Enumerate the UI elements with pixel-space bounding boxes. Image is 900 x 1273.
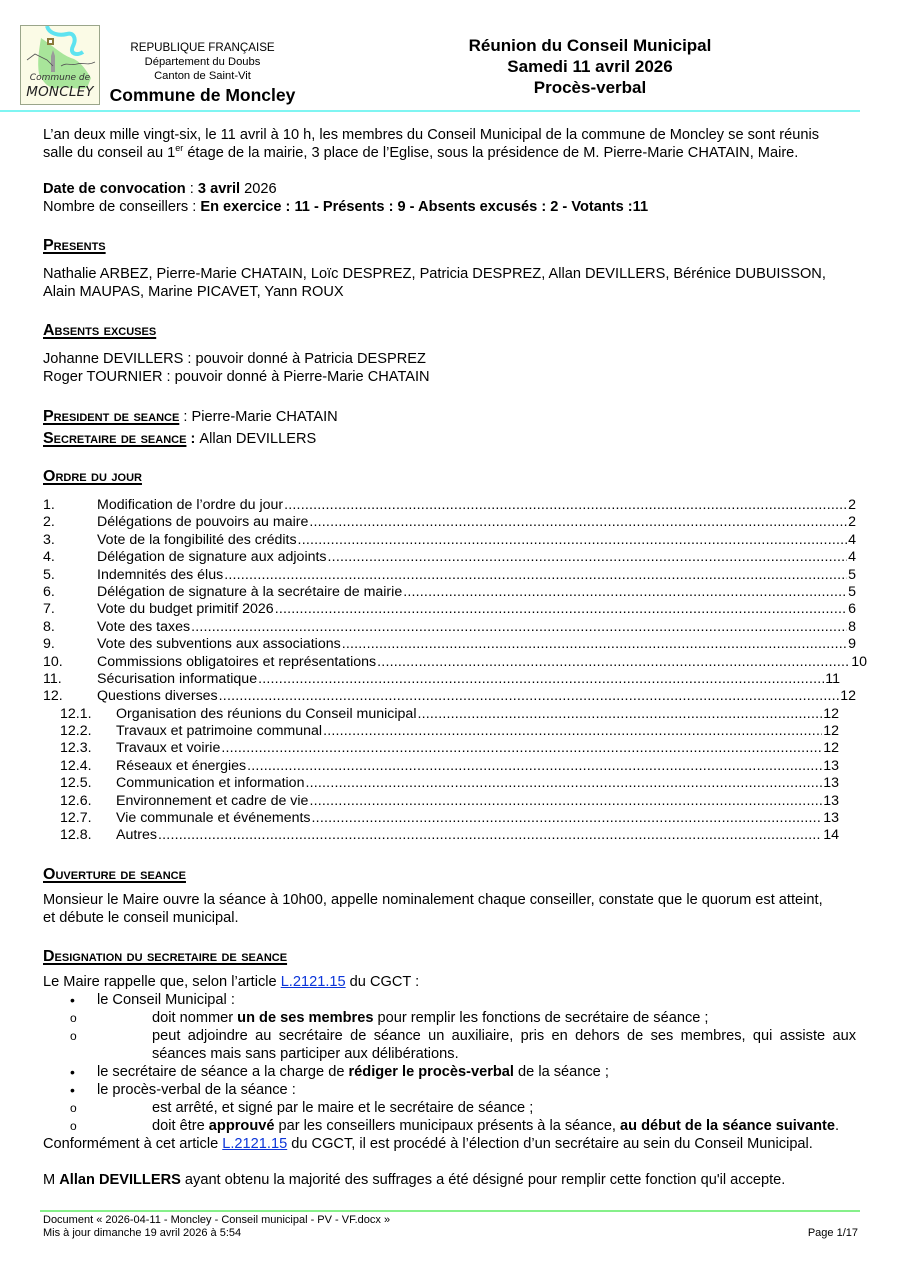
toc-number: 12.2.	[60, 723, 92, 740]
toc-leader	[309, 514, 847, 531]
toc-number: 12.7.	[60, 810, 92, 827]
rule-text: de la séance ;	[513, 1063, 609, 1080]
secretaire-value: Allan DEVILLERS	[199, 431, 317, 447]
canton-label: Canton de Saint-Vit	[154, 70, 251, 82]
sub-rule-text: doit nommer	[152, 1009, 238, 1026]
rule-text: le Conseil Municipal :	[97, 991, 235, 1008]
toc-leader	[247, 758, 822, 775]
rule-text: le procès-verbal de la séance :	[97, 1081, 296, 1098]
toc-label: Modification de l’ordre du jour	[97, 497, 284, 513]
commune-logo	[20, 25, 100, 105]
toc-label: Autres	[116, 827, 158, 844]
convocation-line	[43, 180, 856, 198]
logo-text-moncley: MONCLEY	[26, 84, 94, 100]
section-title-presents: Presents	[43, 237, 106, 254]
toc-page: 12	[823, 705, 839, 722]
article-link[interactable]: L.2121.15	[222, 1135, 288, 1152]
toc-page: 5	[848, 583, 856, 600]
result-text: M	[43, 1171, 60, 1188]
sub-rule-text: doit être	[152, 1117, 209, 1134]
conseillers-stats: En exercice : 11 - Présents : 9 - Absents excusés : 2 - Votants :11	[200, 199, 649, 215]
toc-number: 5.	[43, 566, 55, 583]
convocation-year: 2026	[240, 181, 277, 197]
table-of-contents	[43, 497, 867, 845]
toc-leader	[275, 601, 847, 618]
rule-item	[43, 1063, 856, 1081]
separator: :	[186, 431, 200, 447]
toc-page: 4	[848, 549, 856, 566]
conformement-paragraph	[43, 1135, 856, 1153]
toc-label: Vote des subventions aux associations	[97, 636, 341, 653]
toc-entry[interactable]	[43, 688, 856, 705]
toc-sub-entry[interactable]	[43, 740, 839, 757]
rule-item	[43, 991, 856, 1063]
sub-rule-item	[43, 1099, 856, 1117]
section-title-president: President de seance	[43, 408, 180, 425]
designation-intro	[43, 973, 856, 991]
toc-label: Communication et information	[116, 775, 305, 792]
toc-sub-entry[interactable]	[43, 793, 839, 810]
toc-number: 12.1.	[60, 705, 92, 722]
toc-page: 10	[851, 653, 867, 670]
toc-sub-entry[interactable]	[43, 810, 839, 827]
toc-leader	[403, 584, 847, 601]
header-right-block	[420, 35, 760, 98]
toc-entry[interactable]	[43, 601, 856, 618]
toc-entry[interactable]	[43, 619, 856, 636]
toc-entry[interactable]	[43, 636, 856, 653]
toc-page: 12	[840, 688, 856, 705]
toc-page: 12	[823, 723, 839, 740]
toc-sub-entry[interactable]	[43, 775, 839, 792]
president-line	[43, 406, 856, 428]
conformement-text: du CGCT, il est procédé à l’élection d’un secrétaire au sein du Conseil Municipal.	[287, 1135, 813, 1152]
toc-leader	[158, 827, 822, 844]
toc-leader	[191, 619, 847, 636]
meeting-title: Réunion du Conseil Municipal	[468, 36, 712, 55]
toc-leader	[417, 706, 822, 723]
sub-rule-bold: approuvé	[208, 1117, 275, 1134]
designation-result	[43, 1171, 856, 1189]
toc-label: Vote de la fongibilité des crédits	[97, 531, 297, 548]
toc-number: 12.5.	[60, 775, 92, 792]
toc-leader	[312, 810, 823, 827]
toc-number: 7.	[43, 601, 55, 618]
toc-number: 2.	[43, 514, 55, 531]
rule-bold: rédiger le procès-verbal	[348, 1063, 514, 1080]
sub-rule-text: par les conseillers municipaux présents à la séance,	[274, 1117, 621, 1134]
document-type: Procès-verbal	[533, 78, 647, 97]
footer-document-name: Document « 2026-04-11 - Moncley - Conseil municipal - PV - VF.docx »	[43, 1214, 391, 1226]
toc-leader	[284, 497, 847, 514]
toc-number: 4.	[43, 549, 55, 566]
ouverture-line-1: Monsieur le Maire ouvre la séance à 10h00, appelle nominalement chaque conseiller, constate que le quorum est atteint,	[43, 891, 823, 908]
conformement-text: Conformément à cet article	[43, 1135, 223, 1152]
sub-rule-text: est arrêté, et signé par le maire et le secrétaire de séance ;	[152, 1099, 534, 1116]
toc-page: 13	[823, 775, 839, 792]
sub-rule-bold: au début de la séance suivante	[620, 1117, 835, 1134]
toc-entry[interactable]	[43, 584, 856, 601]
article-link[interactable]: L.2121.15	[280, 973, 346, 990]
result-name: Allan DEVILLERS	[59, 1171, 181, 1188]
toc-page: 6	[848, 601, 856, 618]
toc-leader	[328, 549, 848, 566]
toc-entry[interactable]	[43, 514, 856, 531]
toc-sub-entry[interactable]	[43, 706, 839, 723]
footer-updated: Mis à jour dimanche 19 avril 2026 à 5:54	[43, 1227, 242, 1239]
separator: :	[179, 409, 192, 425]
toc-leader	[309, 793, 822, 810]
sub-rule-text: peut adjoindre au secrétaire de séance un auxiliaire, pris en dehors de ses membres, qui assiste aux séances mais sans participer aux délibérations.	[152, 1027, 856, 1062]
toc-number: 3.	[43, 531, 55, 548]
section-title-designation: Designation du secretaire de seance	[43, 947, 288, 965]
toc-number: 12.	[43, 688, 63, 705]
toc-label: Organisation des réunions du Conseil municipal	[116, 705, 417, 722]
toc-label: Délégations de pouvoirs au maire	[97, 514, 309, 531]
toc-leader	[221, 740, 822, 757]
toc-page: 2	[848, 497, 856, 513]
toc-number: 8.	[43, 618, 55, 635]
toc-label: Réseaux et énergies	[116, 757, 247, 774]
commune-title: Commune de Moncley	[109, 85, 296, 105]
designation-intro-text: du CGCT :	[345, 973, 420, 990]
rule-item	[43, 1081, 856, 1135]
toc-label: Commissions obligatoires et représentations	[97, 653, 377, 670]
toc-number: 12.4.	[60, 757, 92, 774]
toc-label: Délégation de signature aux adjoints	[97, 549, 327, 566]
page-footer	[43, 1214, 858, 1240]
toc-leader	[342, 636, 847, 653]
sub-rule-item	[43, 1027, 856, 1063]
toc-label: Vie communale et événements	[116, 810, 311, 827]
toc-number: 12.6.	[60, 792, 92, 809]
toc-label: Travaux et voirie	[116, 740, 221, 757]
header-divider	[0, 110, 860, 112]
toc-entry[interactable]	[43, 671, 840, 688]
ouverture-paragraph	[43, 891, 856, 927]
sub-rules-list	[43, 1099, 856, 1135]
toc-page: 11	[825, 670, 840, 687]
toc-number: 10.	[43, 653, 63, 670]
designation-intro-text: Le Maire rappelle que, selon l’article	[43, 973, 281, 990]
toc-label: Travaux et patrimoine communal	[116, 723, 323, 740]
sub-rule-item	[43, 1009, 856, 1027]
toc-entry[interactable]	[43, 654, 867, 671]
toc-label: Vote du budget primitif 2026	[97, 601, 274, 618]
absent-item: Johanne DEVILLERS : pouvoir donné à Patricia DESPREZ	[43, 351, 426, 367]
secretaire-line	[43, 428, 856, 450]
logo-text-commune: Commune de	[29, 73, 91, 83]
meeting-date: Samedi 11 avril 2026	[507, 57, 673, 76]
toc-sub-entry[interactable]	[43, 827, 839, 844]
intro-superscript: er	[175, 143, 184, 154]
document-body	[43, 126, 867, 1189]
section-title-ordre-du-jour: Ordre du jour	[43, 468, 142, 485]
toc-entry[interactable]	[43, 532, 856, 549]
toc-page: 13	[823, 810, 839, 827]
sub-rule-text: pour remplir les fonctions de secrétaire de séance ;	[373, 1009, 709, 1026]
section-title-secretaire: Secretaire de seance	[43, 430, 187, 447]
toc-label: Délégation de signature à la secrétaire de mairie	[97, 583, 403, 600]
intro-paragraph	[43, 126, 856, 162]
footer-page-number: Page 1/17	[807, 1227, 858, 1239]
absent-item: Roger TOURNIER : pouvoir donné à Pierre-Marie CHATAIN	[43, 369, 430, 385]
rule-text: le secrétaire de séance a la charge de	[97, 1063, 349, 1080]
sub-rule-text: .	[834, 1117, 840, 1134]
toc-page: 14	[823, 827, 839, 844]
toc-page: 12	[823, 740, 839, 757]
convocation-label: Date de convocation	[43, 181, 186, 197]
intro-line-2b: étage de la mairie, 3 place de l’Eglise, sous la présidence de M. Pierre-Marie CHATAIN, Maire.	[183, 145, 799, 161]
intro-line-2a: salle du conseil au 1	[43, 145, 176, 161]
toc-label: Indemnités des élus	[97, 566, 224, 583]
toc-page: 13	[823, 757, 839, 774]
department-label: Département du Doubs	[144, 56, 261, 68]
toc-number: 9.	[43, 636, 55, 653]
convocation-date: 3 avril	[197, 181, 241, 197]
president-value: Pierre-Marie CHATAIN	[191, 409, 338, 425]
presents-list	[43, 265, 856, 301]
toc-entry[interactable]	[43, 497, 856, 514]
toc-number: 6.	[43, 583, 55, 600]
toc-leader	[219, 688, 840, 705]
toc-leader	[305, 775, 822, 792]
toc-number: 12.8.	[60, 827, 92, 844]
toc-leader	[323, 723, 822, 740]
sub-rule-bold: un de ses membres	[237, 1009, 374, 1026]
presents-line-1: Nathalie ARBEZ, Pierre-Marie CHATAIN, Loïc DESPREZ, Patricia DESPREZ, Allan DEVILLERS, Bérénice DUBUISSON,	[43, 266, 826, 282]
toc-page: 13	[823, 792, 839, 809]
toc-page: 5	[848, 566, 856, 583]
section-title-absents: Absents excuses	[43, 322, 157, 339]
toc-entry[interactable]	[43, 549, 856, 566]
toc-number: 11.	[43, 670, 62, 687]
toc-entry[interactable]	[43, 567, 856, 584]
section-title-ouverture: Ouverture de seance	[43, 865, 186, 883]
republic-label: REPUBLIQUE FRANÇAISE	[130, 41, 275, 54]
toc-label: Sécurisation informatique	[97, 670, 258, 687]
rules-list	[43, 991, 856, 1135]
toc-page: 4	[848, 531, 856, 548]
header-left-block	[100, 41, 305, 106]
toc-leader	[298, 532, 848, 549]
separator: :	[185, 181, 198, 197]
result-text: ayant obtenu la majorité des suffrages a été désigné pour remplir cette fonction qu'il accepte.	[180, 1171, 786, 1188]
toc-leader	[377, 654, 850, 671]
toc-sub-entry[interactable]	[43, 758, 839, 775]
toc-label: Vote des taxes	[97, 618, 191, 635]
conseillers-line	[43, 198, 856, 216]
toc-label: Questions diverses	[97, 688, 218, 705]
toc-page: 8	[848, 618, 856, 635]
presents-line-2: Alain MAUPAS, Marine PICAVET, Yann ROUX	[43, 284, 344, 300]
sub-rules-list	[43, 1009, 856, 1063]
toc-number: 1.	[43, 497, 55, 513]
toc-page: 2	[848, 514, 856, 531]
toc-sub-entry[interactable]	[43, 723, 839, 740]
intro-line-1: L’an deux mille vingt-six, le 11 avril à 10 h, les membres du Conseil Municipal de la commune de Moncley se sont réunis	[43, 127, 820, 143]
toc-label: Environnement et cadre de vie	[116, 792, 309, 809]
toc-leader	[258, 671, 824, 688]
ouverture-line-2: et débute le conseil municipal.	[43, 909, 239, 926]
toc-leader	[224, 567, 847, 584]
conseillers-label: Nombre de conseillers :	[43, 199, 201, 215]
sub-rule-item	[43, 1117, 856, 1135]
toc-page: 9	[848, 636, 856, 653]
footer-divider	[40, 1210, 860, 1212]
toc-number: 12.3.	[60, 740, 92, 757]
